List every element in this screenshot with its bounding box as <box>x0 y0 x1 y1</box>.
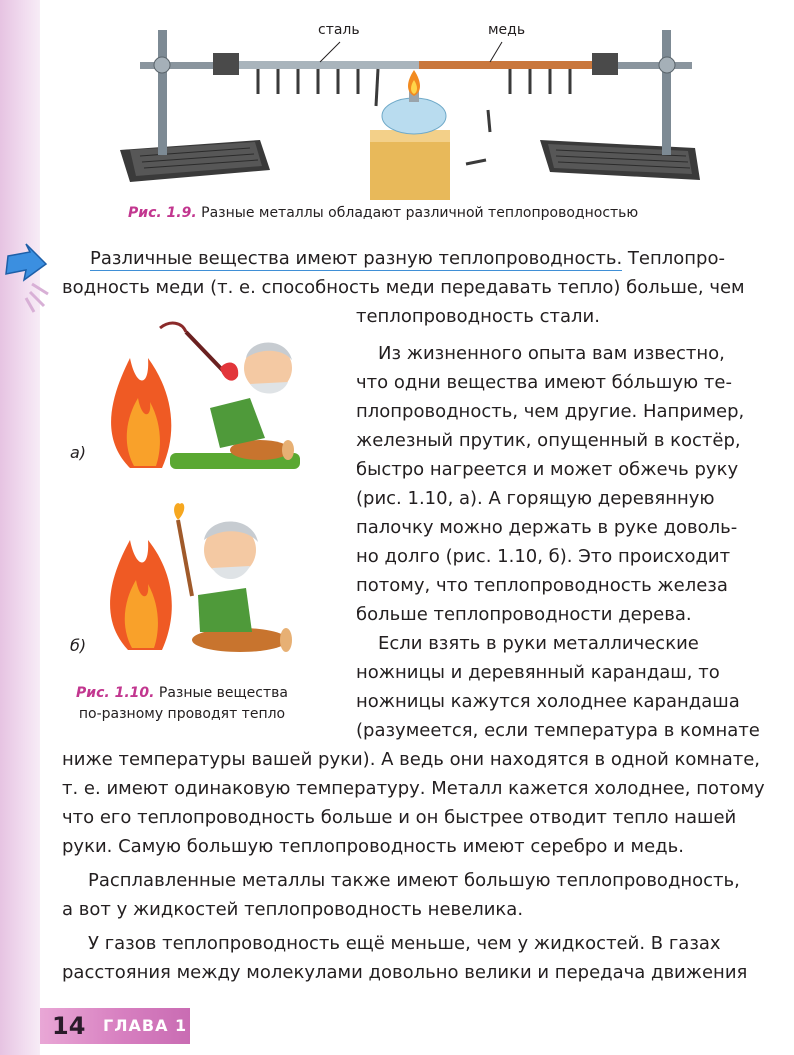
page-margin-band <box>0 0 40 1055</box>
page-number: 14 <box>52 1012 86 1040</box>
highlighted-statement: Различные вещества имеют разную теплопроводность. <box>90 248 623 269</box>
paragraph-3-line: руки. Самую большую теплопроводность имеют серебро и медь. <box>62 836 684 857</box>
paragraph-1-line-1 <box>90 244 725 273</box>
figure-caption-1-9 <box>128 205 638 221</box>
paragraph-2-line: (рис. 1.10, а). А горящую деревянную <box>356 488 715 509</box>
paragraph-3-line: Если взять в руки металлические <box>378 633 699 654</box>
paragraph-3-line: ниже температуры вашей руки). А ведь они находятся в одной комнате, <box>62 749 761 770</box>
margin-arrow-icon <box>4 234 50 314</box>
chapter-label: ГЛАВА 1 <box>103 1016 188 1035</box>
iron-rod-burn-illustration <box>100 318 300 473</box>
caption-text-line-1: Разные вещества <box>158 685 288 701</box>
figure-label-b: б) <box>70 636 87 655</box>
caption-text-line-2: по-разному проводят тепло <box>78 706 286 722</box>
caption-ref: Рис. 1.10. <box>76 685 155 701</box>
paragraph-2-line: Из жизненного опыта вам известно, <box>378 343 725 364</box>
paragraph-2-line: что одни вещества имеют бóльшую те- <box>356 372 732 393</box>
paragraph-2-line: но долго (рис. 1.10, б). Это происходит <box>356 546 731 567</box>
label-steel: сталь <box>318 22 360 38</box>
heat-conduction-apparatus-figure <box>110 20 710 200</box>
label-copper: медь <box>488 22 526 38</box>
paragraph-1-line-2: водность меди (т. е. способность меди передавать тепло) больше, чем <box>62 277 745 298</box>
paragraph-3-line: т. е. имеют одинаковую температуру. Металл кажется холоднее, потому <box>62 778 765 799</box>
paragraph-5-line: У газов теплопроводность ещё меньше, чем у жидкостей. В газах <box>88 933 721 954</box>
figure-label-a: а) <box>70 443 87 462</box>
paragraph-1-line-3: теплопроводность стали. <box>356 306 600 327</box>
paragraph-3-line: ножницы кажутся холоднее карандаша <box>356 691 740 712</box>
paragraph-3-line: ножницы и деревянный карандаш, то <box>356 662 720 683</box>
paragraph-2-line: потому, что теплопроводность железа <box>356 575 728 596</box>
paragraph-2-line: больше теплопроводности дерева. <box>356 604 692 625</box>
paragraph-2-line: железный прутик, опущенный в костёр, <box>356 430 741 451</box>
paragraph-3-line: что его теплопроводность больше и он быстрее отводит тепло нашей <box>62 807 737 828</box>
caption-text: Разные металлы обладают различной теплопроводностью <box>201 205 639 221</box>
paragraph-5-line: расстояния между молекулами довольно велики и передача движения <box>62 962 748 983</box>
figure-caption-1-10 <box>62 683 302 725</box>
caption-ref: Рис. 1.9. <box>128 205 197 221</box>
paragraph-3-line: (разумеется, если температура в комнате <box>356 720 760 741</box>
paragraph-2-line: плопроводность, чем другие. Например, <box>356 401 745 422</box>
paragraph-2-line: быстро нагреется и может обжечь руку <box>356 459 739 480</box>
paragraph-4-line: Расплавленные металлы также имеют большую теплопроводность, <box>88 870 740 891</box>
wooden-stick-illustration <box>100 500 300 660</box>
paragraph-2-line: палочку можно держать в руке доволь- <box>356 517 738 538</box>
paragraph-4-line: а вот у жидкостей теплопроводность невелика. <box>62 899 524 920</box>
line-continuation: Теплопро- <box>627 248 725 269</box>
